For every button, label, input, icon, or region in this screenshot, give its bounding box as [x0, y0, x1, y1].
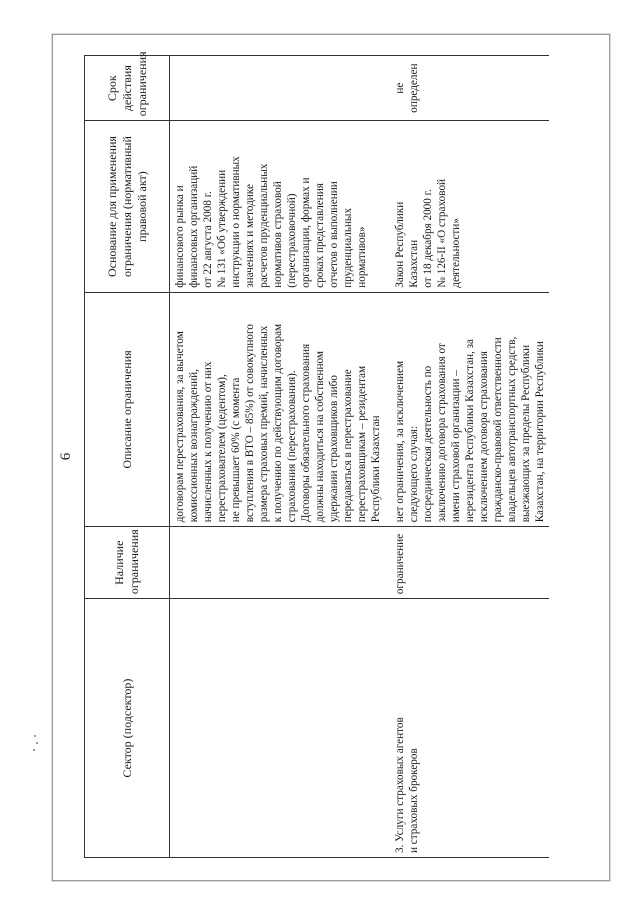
restrictions-table: [84, 51, 549, 858]
header-presence: Наличие ограничения: [85, 527, 170, 599]
header-basis: Основание для применения ограничения (нормативный правовой акт): [85, 121, 170, 292]
cell-sector: 3. Услуги страховых агентов и страховых брокеров: [385, 599, 549, 858]
header-description: Описание ограничения: [85, 292, 170, 527]
rotated-page-content: [52, 34, 608, 879]
scan-specks: [33, 733, 39, 753]
cell-term: не определен: [385, 56, 549, 121]
cell-basis: Закон Республики Казахстан от 18 декабря 2000 г. № 126-II «О страховой деятельности»: [385, 121, 549, 292]
page-number: 6: [58, 452, 74, 461]
document-page: [52, 34, 608, 879]
cell-presence: ограничение: [385, 527, 549, 599]
table-row: [385, 56, 549, 858]
cell-basis: финансового рынка и финансовых организаций от 22 августа 2008 г. № 131 «Об утверждении инструкции о нормативных значениях и методике расчетов пруденциальных нормативов страховой (перестраховочной) организации, формах и сроках представления отчетов о выполнении пруденциальных нормативов»: [170, 121, 386, 292]
cell-term: [170, 56, 386, 121]
cell-sector: [170, 599, 386, 858]
cell-description: договорам перестрахования, за вычетом комиссионных вознаграждений, начисленных к получению от них перестрахователем (цедентом), не превышает 60% (с момента вступления в ВТО – 85%) от совокупного размера страховых премий, начисленных к получению по действующим договорам страхования (перестрахования). Договоры обязательного страхования должны находиться на собственном удержании страховщиков либо передаваться в перестрахование перестраховщикам – резидентам Республики Казахстан: [170, 292, 386, 527]
cell-description: нет ограничения, за исключением следующего случая: посредническая деятельность по заключению договора страхования от имени страховой организации – нерезидента Республики Казахстан, за исключением договора страхования гражданско-правовой ответственности владельцев автотранспортных средств, выезжающих за пределы Республики Казахстан, на территории Республики: [385, 292, 549, 527]
table-row: [170, 56, 386, 858]
cell-presence: [170, 527, 386, 599]
header-term: Срок действия ограничения: [85, 56, 170, 121]
header-sector: Сектор (подсектор): [85, 599, 170, 858]
table-header-row: [85, 56, 170, 858]
